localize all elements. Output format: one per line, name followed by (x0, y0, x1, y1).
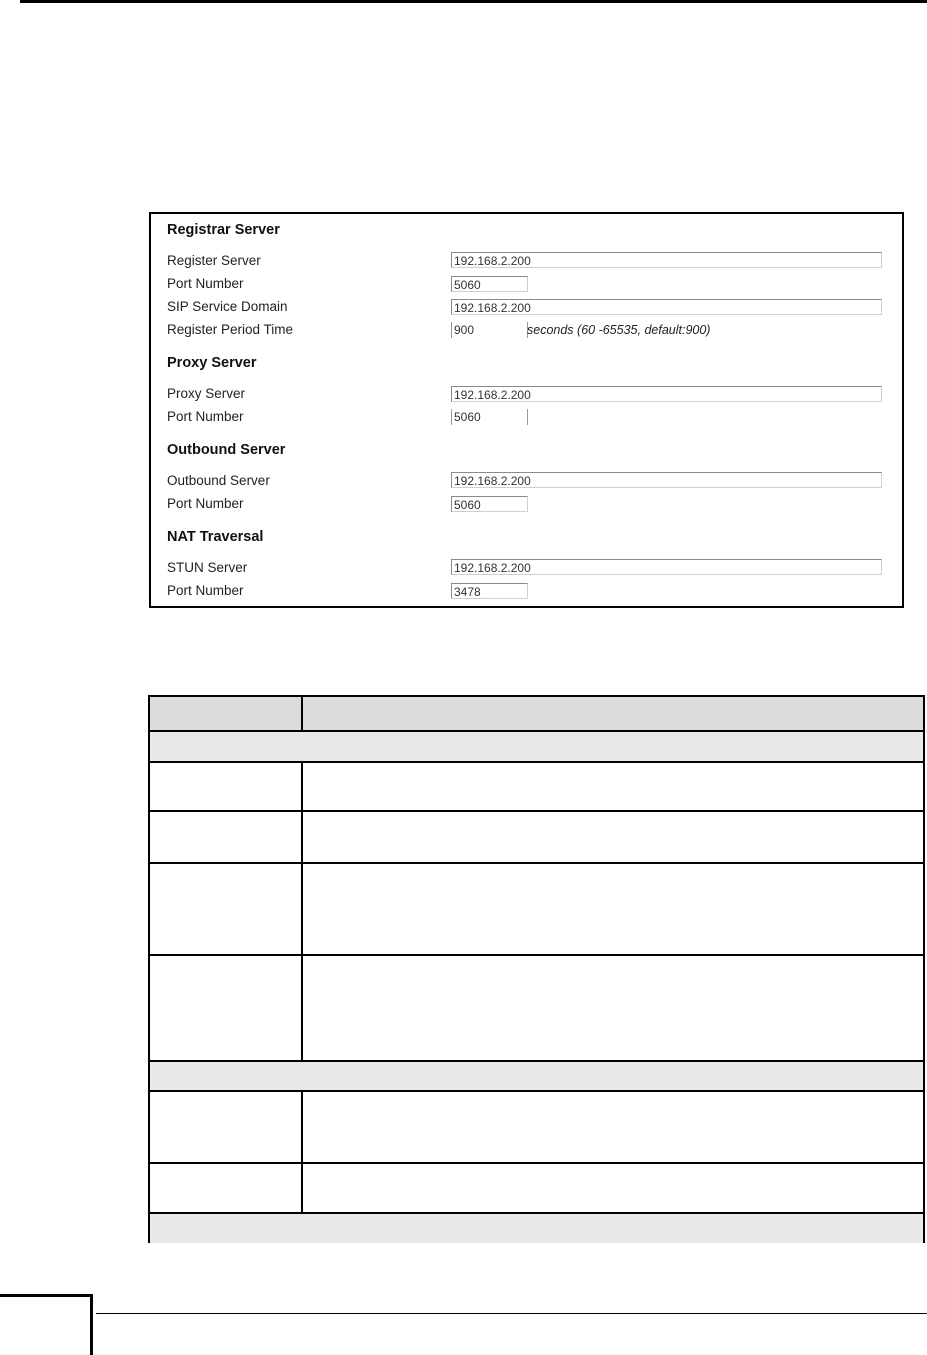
footer-rule (96, 1313, 927, 1314)
header-rule (20, 0, 927, 3)
register-period-time-input[interactable]: 900 (451, 322, 528, 338)
column-divider (301, 956, 303, 1060)
column-divider (301, 763, 303, 810)
proxy-port-label: Port Number (167, 409, 244, 424)
stun-server-input[interactable]: 192.168.2.200 (451, 559, 882, 575)
register-period-hint: seconds (60 -65535, default:900) (527, 323, 711, 337)
sip-service-domain-label: SIP Service Domain (167, 299, 288, 314)
page-number-box (0, 1294, 93, 1355)
column-divider (301, 812, 303, 862)
table-group-row (150, 1214, 923, 1243)
table-row (150, 956, 923, 1062)
register-server-input[interactable]: 192.168.2.200 (451, 252, 882, 268)
section-title-registrar: Registrar Server (167, 222, 280, 238)
outbound-server-label: Outbound Server (167, 473, 270, 488)
registrar-port-label: Port Number (167, 276, 244, 291)
stun-port-input[interactable]: 3478 (451, 583, 528, 599)
registrar-port-input[interactable]: 5060 (451, 276, 528, 292)
column-divider (301, 697, 303, 730)
table-row (150, 1092, 923, 1164)
column-divider (301, 1092, 303, 1162)
column-divider (301, 864, 303, 954)
outbound-port-input[interactable]: 5060 (451, 496, 528, 512)
table-row (150, 1164, 923, 1214)
proxy-server-label: Proxy Server (167, 386, 246, 401)
outbound-server-input[interactable]: 192.168.2.200 (451, 472, 882, 488)
section-title-nat-traversal: NAT Traversal (167, 529, 264, 545)
table-row (150, 864, 923, 956)
register-server-label: Register Server (167, 253, 261, 268)
table-header-row (150, 697, 923, 732)
table-row (150, 763, 923, 812)
section-title-proxy: Proxy Server (167, 355, 257, 371)
outbound-port-label: Port Number (167, 496, 244, 511)
sip-service-domain-input[interactable]: 192.168.2.200 (451, 299, 882, 315)
sip-server-settings-panel (149, 212, 904, 608)
proxy-port-input[interactable]: 5060 (451, 409, 528, 425)
table-group-row (150, 732, 923, 763)
register-period-time-label: Register Period Time (167, 322, 294, 337)
table-group-row (150, 1062, 923, 1092)
section-title-outbound: Outbound Server (167, 442, 286, 458)
stun-port-label: Port Number (167, 583, 244, 598)
table-row (150, 812, 923, 864)
column-divider (301, 1164, 303, 1212)
field-description-table (148, 695, 925, 1243)
proxy-server-input[interactable]: 192.168.2.200 (451, 386, 882, 402)
stun-server-label: STUN Server (167, 560, 248, 575)
